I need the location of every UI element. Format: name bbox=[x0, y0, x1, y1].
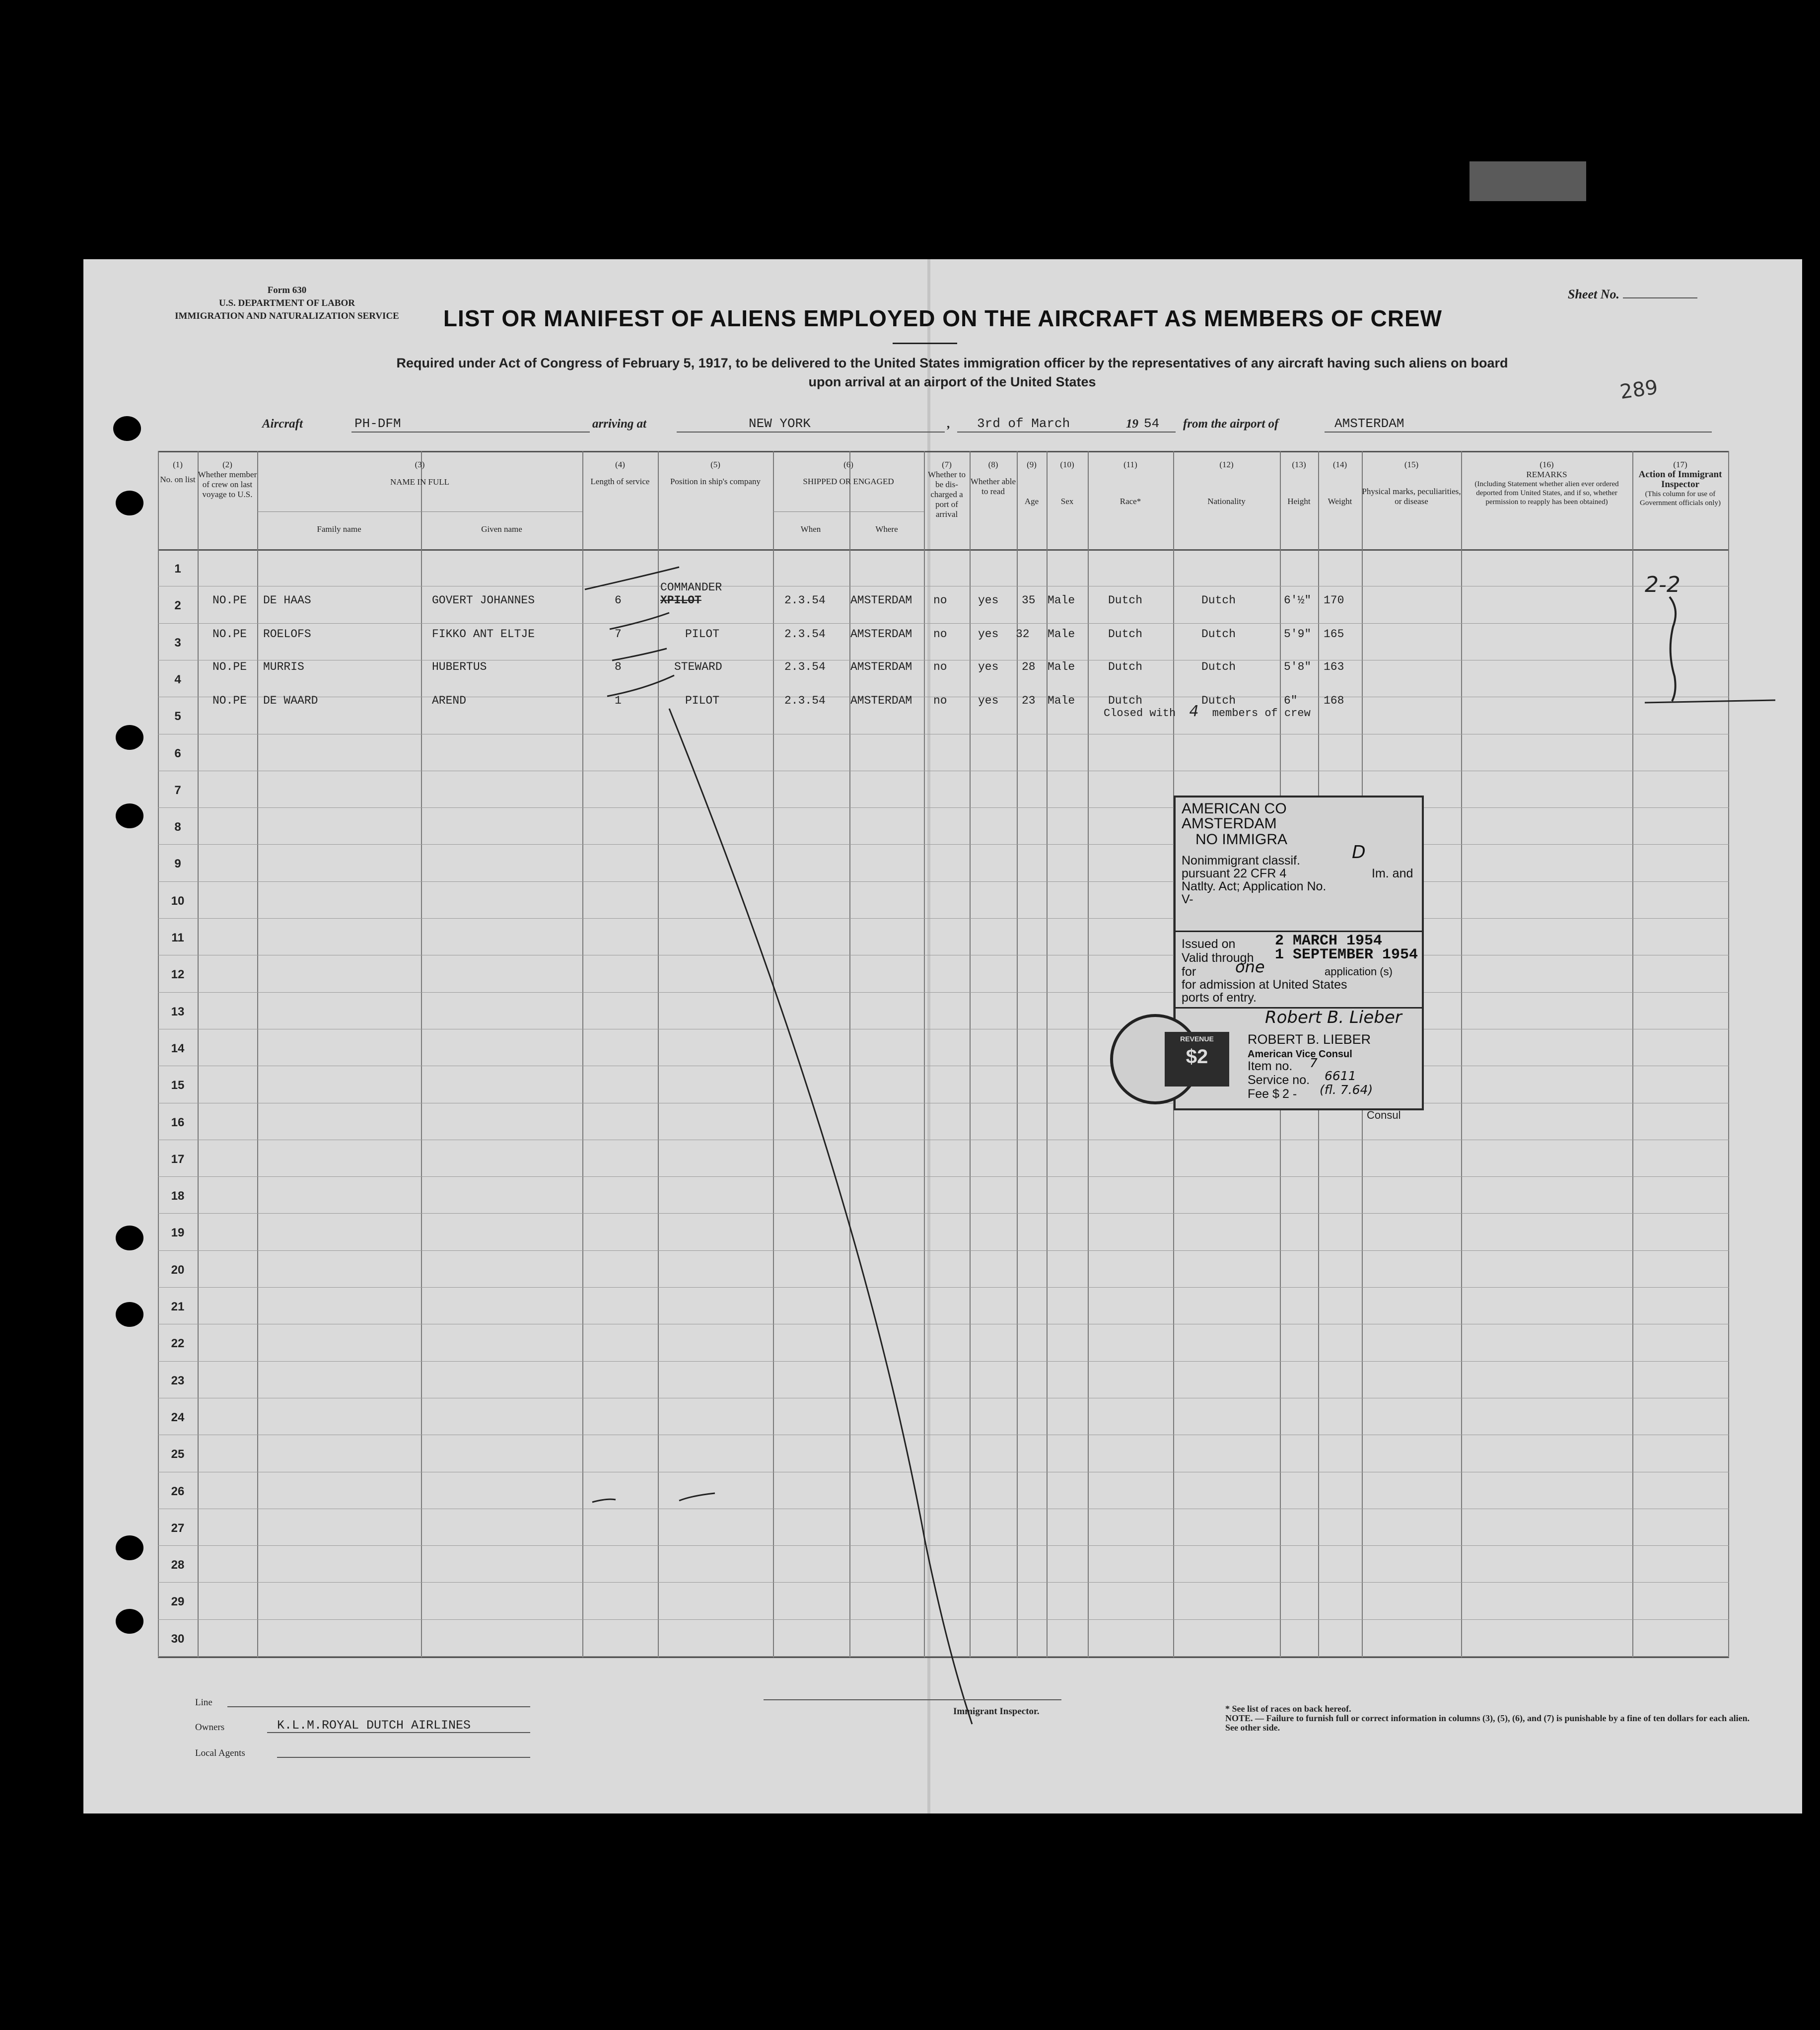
row-number: 15 bbox=[171, 1079, 185, 1092]
col-header-16: (16) REMARKS (Including Statement whether alien ever ordered deported from United States, and if so, whether permission to reapply has been obtained) bbox=[1474, 460, 1619, 506]
row-number: 18 bbox=[171, 1189, 185, 1203]
col-header-10: (10) Sex bbox=[1060, 460, 1074, 506]
col-header-15: (15) Physical marks, peculiarities, or disease bbox=[1362, 460, 1461, 506]
col-header-12: (12) Nationality bbox=[1207, 460, 1246, 506]
inspector-underline bbox=[1645, 700, 1775, 703]
form-number: Form 630 bbox=[267, 285, 307, 295]
col-header-17: (17) Action of Immigrant Inspector (This column for use of Government officials only) bbox=[1638, 460, 1722, 507]
paper-scrap bbox=[1470, 161, 1586, 201]
when-header: When bbox=[800, 524, 821, 534]
arrival-date: 3rd of March bbox=[977, 416, 1070, 431]
from-label: from the airport of bbox=[1183, 417, 1279, 431]
inspector-bracket bbox=[1670, 597, 1676, 701]
col-header-4: (4) Length of service bbox=[590, 460, 650, 486]
row-number: 1 bbox=[174, 562, 181, 576]
service-tick-3 bbox=[612, 649, 667, 660]
pen-mark bbox=[592, 1499, 616, 1502]
row-number: 10 bbox=[171, 894, 185, 908]
line-label: Line bbox=[195, 1697, 212, 1708]
aircraft-value: PH-DFM bbox=[354, 416, 401, 431]
col-header-7: (7) Whether to be dis-charged a port of arrival bbox=[928, 460, 966, 519]
document-subtitle: Required under Act of Congress of February 5, 1917, to be delivered to the United States immigration officer by the representatives of any aircraft having such aliens on board upon arrival at an airport of the United States bbox=[396, 356, 1508, 389]
department: U.S. DEPARTMENT OF LABOR bbox=[219, 298, 355, 308]
punch-hole bbox=[116, 1609, 143, 1634]
row-number: 26 bbox=[171, 1485, 185, 1498]
crew-table: (1) No. on list (2) Whether member of crew on last voyage to U.S. (3) NAME IN FULL Family name Given name (4) Length of service (5) Position in ship's company (6) SHIPPED OR ENGAGED When Where (7) Whether to be dis-charged a port of arrival (8) Whether able to read (9) Age (10) Sex (11) Race* (12) Nationality (13) Height (14) Weight (15) Physical marks, peculiarities, or disease (16) REMARKS (Including Statement whether alien ever ordered deported from United States, and if so, whether permission to reapply has been obtained) (17) Action of Immigrant Inspector (This column for use of Government officials only) 1 2 3 4 5 6 7 8 9 10 11 12 13 14 15 16 17 18 19 20 21 22 23 24 25 26 27 28 29 30 NO.PE DE HAAS GOVERT JOHANNES 6 COMMANDER XPILOT 2.3.54 AMSTERDAM no yes 35 Male Dutch Dutch 6'½" 170 NO.PE ROELOFS FIKKO ANT ELTJE 7 PILOT 2.3.54 AMSTERDAM no yes 32 Male Dutch Dutch 5'9" 165 NO.PE MURRIS HUBERTUS 8 STEWARD 2.3.54 AMSTERDAM no yes 28 Male Dutch Dutch 5'8" 163 NO.PE DE WAARD AREND 1 PILOT 2.3.54 AMSTERDAM no yes 23 Male Dutch Dutch 6" 168 bbox=[158, 451, 1729, 1658]
row-number: 27 bbox=[171, 1522, 185, 1535]
punch-hole bbox=[116, 1302, 143, 1327]
manifest-sheet: Form 630 U.S. DEPARTMENT OF LABOR IMMIGRATION AND NATURALIZATION SERVICE Sheet No. LIST OR MANIFEST OF ALIENS EMPLOYED ON THE AIRCRAFT AS MEMBERS OF CREW Required under Act of Congress of February 5, 1917, to be delivered to the United States immigration officer by the representatives of any aircraft having such aliens on board upon arrival at an airport of the United States 289 Aircraft PH-DFM arriving at NEW YORK , 3rd of March 19 54 from the airport of AMSTERDAM (1) No. on list (2) Whether member of crew on last voyage to U.S. (3) NAME IN FULL Family name Given name (4) Length of service (5) Position in ship's company (6) SHIPPED OR ENGAGED When Where (7) Whether to be dis-charged a port of arrival (8) Whether able to read (9) Age (10) Sex (11) Race* (12) Nationality (13) Height (14) Weight (15) Physical marks, peculiarities, or disease (16) REMARKS (Including Statement whether alien ever ordered deported from United States, and if so, whether permission to reapply has been obtained) (17) Action of Immigrant Inspector (This column for use of Government officials only) 1 2 3 4 5 6 7 8 9 10 11 12 13 14 15 16 17 18 19 20 21 22 23 24 25 26 27 28 29 30 NO.PE DE HAAS GOVERT JOHANNES 6 COMMANDER XPILOT 2.3.54 AMSTERDAM no yes 35 Male Dutch Dutch 6'½" 170 NO.PE ROELOFS FIKKO ANT ELTJE 7 PILOT 2.3.54 AMSTERDAM no yes 32 Male Dutch Dutch 5'9" 165 NO.PE MURRIS HUBERTUS 8 STEWARD 2.3.54 AMSTERDAM no yes 28 Male Dutch Dutch 5'8" 163 NO.PE DE WAARD AREND 1 PILOT 2.3.54 AMSTERDAM no yes 23 Male Dutch Dutch 6" 168 Closed with 4 members of crew 2-2 AMERICAN CO AMSTERDAM NO IMMIGRA Nonimmigrant classif. D pursuant 22 CFR 4 Im. and Natlty. Act; Application No. V- Issued on 2 MARCH 1954 Valid through 1 SEPTEMBER 1954 for one application (s) for admission at United States ports of entry. Robert B. Lieber ROBERT B. LIEBER American Vice Consul Item no. 7 Service no. 6611 Fee $ 2 - (fl. 7.64) Consul REVENUE $2 Line Owners K.L.M.ROYAL DUTCH AIRLINES Local Agents Immigrant Inspector. * See list of races on back hereof. NOTE. — Failure to furnish full or correct information in columns (3), (5), (6), and (7) is punishable by a fine of ten dollars for each alien. See other side. bbox=[83, 259, 1802, 1813]
col-header-6: (6) SHIPPED OR ENGAGED bbox=[803, 460, 894, 486]
service-name: IMMIGRATION AND NATURALIZATION SERVICE bbox=[175, 311, 399, 321]
handwritten-sheet-number: 289 bbox=[1618, 375, 1660, 404]
aircraft-label: Aircraft bbox=[262, 417, 303, 431]
local-agents-label: Local Agents bbox=[195, 1748, 245, 1758]
row-number: 5 bbox=[174, 710, 181, 723]
arriving-value: NEW YORK bbox=[749, 416, 811, 431]
row-number: 16 bbox=[171, 1116, 185, 1129]
col-header-2: (2) Whether member of crew on last voyage to U.S. bbox=[198, 460, 257, 499]
col-header-5: (5) Position in ship's company bbox=[670, 460, 761, 486]
document-title: LIST OR MANIFEST OF ALIENS EMPLOYED ON THE AIRCRAFT AS MEMBERS OF CREW bbox=[443, 305, 1443, 331]
owners-value: K.L.M.ROYAL DUTCH AIRLINES bbox=[277, 1718, 471, 1733]
row-number: 23 bbox=[171, 1374, 185, 1387]
col-header-1: (1) No. on list bbox=[160, 460, 196, 484]
immigrant-inspector-label: Immigrant Inspector. bbox=[953, 1706, 1040, 1717]
row-number: 24 bbox=[171, 1411, 185, 1424]
owners-label: Owners bbox=[195, 1722, 225, 1733]
row-number: 6 bbox=[174, 747, 181, 760]
row-number: 9 bbox=[174, 857, 181, 870]
row-number: 19 bbox=[171, 1226, 185, 1239]
diagonal-strike-line bbox=[669, 709, 972, 1724]
row-number: 4 bbox=[174, 673, 181, 686]
where-header: Where bbox=[875, 524, 898, 534]
row-number: 11 bbox=[171, 931, 184, 944]
row-number: 3 bbox=[174, 636, 181, 650]
inspector-mark: 2-2 bbox=[1645, 572, 1680, 597]
service-tick-1 bbox=[585, 567, 679, 589]
pen-strokes bbox=[83, 259, 1802, 1813]
row-number: 7 bbox=[174, 784, 181, 797]
col-header-13: (13) Height bbox=[1287, 460, 1311, 506]
service-tick-2 bbox=[610, 613, 669, 629]
given-name-header: Given name bbox=[481, 524, 522, 534]
footnotes: * See list of races on back hereof. NOTE. — Failure to furnish full or correct information in columns (3), (5), (6), and (7) is punishable by a fine of ten dollars for each alien. See other side. bbox=[1225, 1704, 1750, 1733]
col-header-3: (3) NAME IN FULL bbox=[390, 460, 449, 487]
punch-hole bbox=[113, 416, 141, 441]
year-prefix: 19 bbox=[1126, 417, 1138, 431]
punch-hole bbox=[116, 1226, 143, 1250]
col-header-11: (11) Race* bbox=[1120, 460, 1141, 506]
row-number: 14 bbox=[171, 1042, 185, 1055]
punch-hole bbox=[116, 491, 143, 515]
service-tick-4 bbox=[607, 675, 674, 696]
year-suffix: 54 bbox=[1144, 416, 1160, 431]
punch-hole bbox=[116, 803, 143, 828]
visa-stamp: AMERICAN CO AMSTERDAM NO IMMIGRA Nonimmigrant classif. D pursuant 22 CFR 4 Im. and Natlty. Act; Application No. V- Issued on 2 MARCH 1954 Valid through 1 SEPTEMBER 1954 for one application (s) for admission at United States ports of entry. Robert B. Lieber ROBERT B. LIEBER American Vice Consul Item no. 7 Service no. 6611 Fee $ 2 - (fl. 7.64) bbox=[1174, 796, 1424, 1110]
sheet-number-label: Sheet No. bbox=[1568, 287, 1697, 302]
row-number: 17 bbox=[171, 1153, 185, 1166]
col-header-14: (14) Weight bbox=[1328, 460, 1352, 506]
col-header-8: (8) Whether able to read bbox=[970, 460, 1016, 496]
row-number: 22 bbox=[171, 1337, 185, 1350]
row-number: 20 bbox=[171, 1263, 185, 1277]
punch-hole bbox=[116, 725, 143, 750]
revenue-stamp: REVENUE $2 bbox=[1165, 1032, 1229, 1087]
row-number: 30 bbox=[171, 1632, 185, 1646]
row-number: 21 bbox=[171, 1300, 185, 1313]
closed-note: Closed with 4 members of crew bbox=[1104, 703, 1311, 720]
row-number: 2 bbox=[174, 599, 181, 612]
row-number: 29 bbox=[171, 1595, 185, 1608]
col-header-9: (9) Age bbox=[1024, 460, 1039, 506]
pen-mark bbox=[679, 1493, 715, 1501]
row-number: 28 bbox=[171, 1558, 185, 1572]
arriving-label: arriving at bbox=[592, 417, 647, 431]
consul-signature: Robert B. Lieber bbox=[1265, 1008, 1402, 1027]
row-number: 13 bbox=[171, 1005, 185, 1018]
consul-label: Consul bbox=[1367, 1109, 1401, 1121]
punch-hole bbox=[116, 1535, 143, 1560]
from-airport-value: AMSTERDAM bbox=[1334, 416, 1404, 431]
row-number: 12 bbox=[171, 968, 185, 981]
family-name-header: Family name bbox=[317, 524, 361, 534]
row-number: 25 bbox=[171, 1448, 185, 1461]
row-number: 8 bbox=[174, 820, 181, 834]
